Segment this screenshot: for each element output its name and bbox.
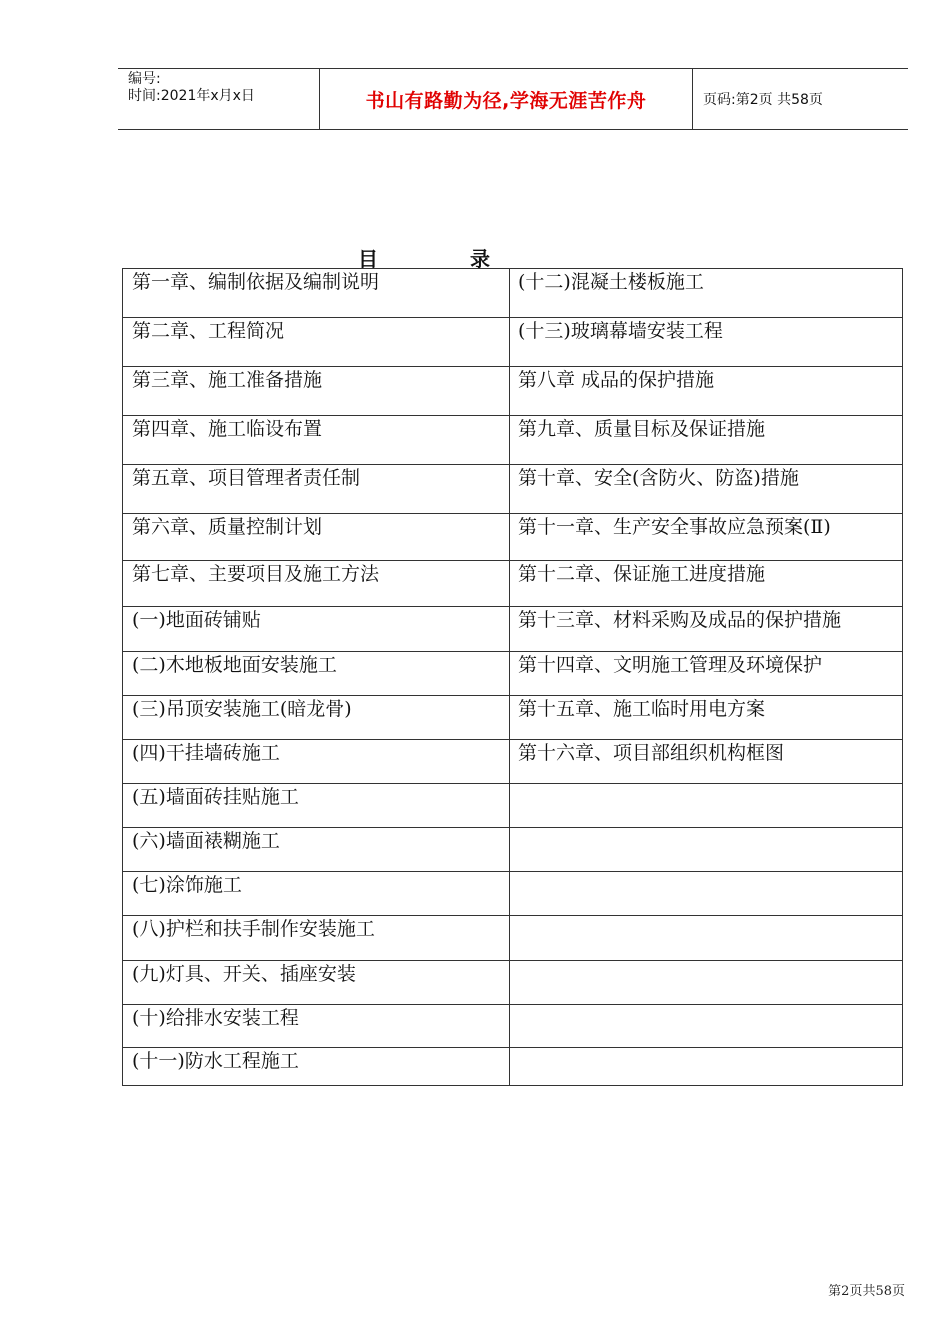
toc-item: 第五章、项目管理者责任制 <box>123 465 509 514</box>
toc-item: 第十二章、保证施工进度措施 <box>509 561 902 607</box>
toc-title-left: 目 <box>358 247 378 271</box>
toc-item <box>509 1005 902 1048</box>
toc-item: 第四章、施工临设布置 <box>123 416 509 465</box>
toc-item: (一)地面砖铺贴 <box>123 607 509 652</box>
toc-item: 第二章、工程简况 <box>123 318 509 367</box>
header-meta <box>118 69 320 129</box>
toc-item: (四)干挂墙砖施工 <box>123 740 509 784</box>
toc-item: 第九章、质量目标及保证措施 <box>509 416 902 465</box>
toc-item: (五)墙面砖挂贴施工 <box>123 784 509 828</box>
header-page-info: 页码:第2页 共58页 <box>703 92 823 108</box>
toc-item: 第十三章、材料采购及成品的保护措施 <box>509 607 902 652</box>
toc-item <box>509 828 902 872</box>
toc-item: (十)给排水安装工程 <box>123 1005 509 1048</box>
toc-item: (十一)防水工程施工 <box>132 1050 299 1072</box>
toc-item: (七)涂饰施工 <box>123 872 509 916</box>
toc-item: (十二)混凝土楼板施工 <box>509 269 902 318</box>
toc-item: (六)墙面裱糊施工 <box>123 828 509 872</box>
toc-item: 第三章、施工准备措施 <box>123 367 509 416</box>
header-motto: 书山有路勤为径,学海无涯苦作舟 <box>320 69 693 129</box>
toc-item: 第十章、安全(含防火、防盗)措施 <box>509 465 902 514</box>
toc-item: 第十一章、生产安全事故应急预案(Ⅱ) <box>509 514 902 561</box>
toc-item <box>509 1048 902 1085</box>
toc-title <box>330 243 530 269</box>
toc-item: (三)吊顶安装施工(暗龙骨) <box>123 696 509 740</box>
toc-right-column <box>509 269 902 1085</box>
toc-title-right: 录 <box>470 247 490 271</box>
header-time-label: 时间:2021年x月x日 <box>128 88 255 104</box>
toc-item <box>509 961 902 1005</box>
header-number-label: 编号: <box>128 71 161 87</box>
toc-item: 第七章、主要项目及施工方法 <box>123 561 509 607</box>
page-header <box>118 68 908 130</box>
toc-item: (二)木地板地面安装施工 <box>123 652 509 696</box>
toc-item: 第十六章、项目部组织机构框图 <box>509 740 902 784</box>
toc-item: 第十五章、施工临时用电方案 <box>509 696 902 740</box>
toc-item: (十三)玻璃幕墙安装工程 <box>509 318 902 367</box>
toc-item <box>509 784 902 828</box>
toc-left-column <box>123 269 510 1085</box>
toc-item <box>509 916 902 961</box>
toc-item <box>509 872 902 916</box>
page-footer: 第2页共58页 <box>828 1284 905 1299</box>
toc-item: 第十四章、文明施工管理及环境保护 <box>509 652 902 696</box>
toc-item: 第八章 成品的保护措施 <box>509 367 902 416</box>
toc-item: 第一章、编制依据及编制说明 <box>123 269 509 318</box>
toc-table <box>122 268 903 1086</box>
toc-item: (九)灯具、开关、插座安装 <box>123 961 509 1005</box>
toc-item: (八)护栏和扶手制作安装施工 <box>123 916 509 961</box>
toc-item: 第六章、质量控制计划 <box>123 514 509 561</box>
